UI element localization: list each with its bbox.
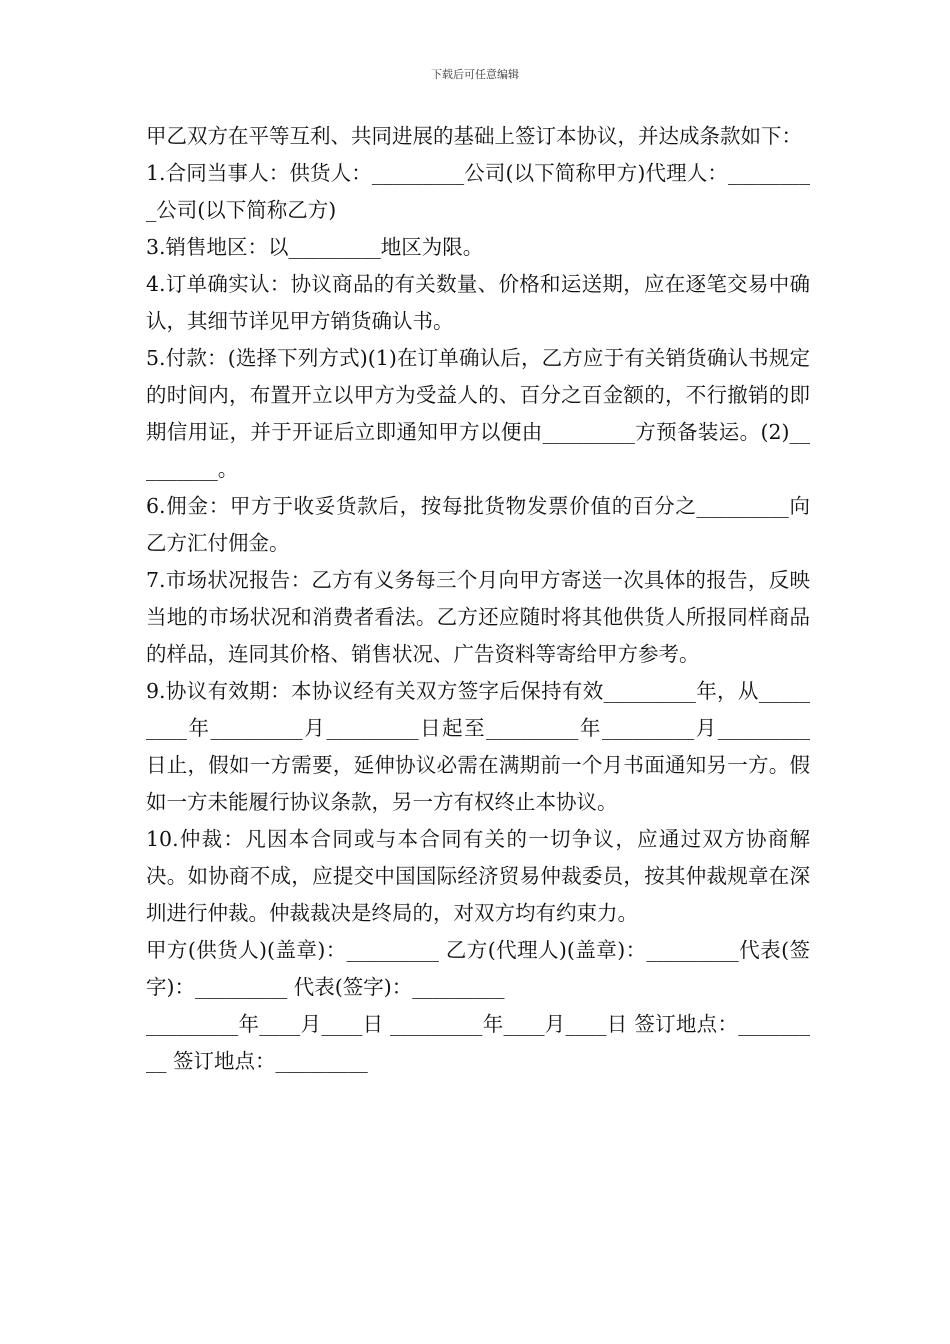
page-header: 下载后可任意编辑 [431,68,519,81]
clause-market-report: 7.市场状况报告：乙方有义务每三个月向甲方寄送一次具体的报告，反映当地的市场状况和消费者看法。乙方还应随时将其他供货人所报同样商品的样品，连同其价格、销售状况、广告资料等寄给甲方参考。 [146,568,810,666]
clause-validity: 9.协议有效期：本协议经有关双方签字后保持有效_________年，从_________年_________月_________日起至_________年_________月_________日止，假如一方需要，延伸协议必需在满期前一个月书面通知另一方。假如一方未能履行协议条款，另一方有权终止本协议。 [146,679,810,814]
date-place-block: _________年____月____日 _________年____月____日 签订地点：_________ 签订地点：_________ [146,1012,810,1073]
clause-parties: 1.合同当事人：供货人：_________公司(以下简称甲方)代理人：_________公司(以下简称乙方) [146,161,810,222]
clause-arbitration: 10.仲裁：凡因本合同或与本合同有关的一切争议，应通过双方协商解决。如协商不成，应提交中国国际经济贸易仲裁委员，按其仲裁规章在深圳进行仲裁。仲裁裁决是终局的，对双方均有约束力。 [146,827,810,925]
clause-sales-region: 3.销售地区：以_________地区为限。 [146,235,484,259]
clause-payment: 5.付款：(选择下列方式)(1)在订单确认后，乙方应于有关销货确认书规定的时间内，布置开立以甲方为受益人的、百分之百金额的，不行撤销的即期信用证，并于开证后立即通知甲方以便由_________方预备装运。(2)_________。 [146,346,810,481]
signature-block: 甲方(供货人)(盖章)：_________ 乙方(代理人)(盖章)：_________代表(签字)：_________ 代表(签字)：_________ [146,938,810,999]
intro-paragraph: 甲乙双方在平等互利、共同进展的基础上签订本协议，并达成条款如下： [146,124,802,148]
clause-commission: 6.佣金：甲方于收妥货款后，按每批货物发票价值的百分之_________向乙方汇付佣金。 [146,494,810,555]
document-body [146,118,810,1080]
clause-order-confirmation: 4.订单确实认：协议商品的有关数量、价格和运送期，应在逐笔交易中确认，其细节详见甲方销货确认书。 [146,272,810,333]
